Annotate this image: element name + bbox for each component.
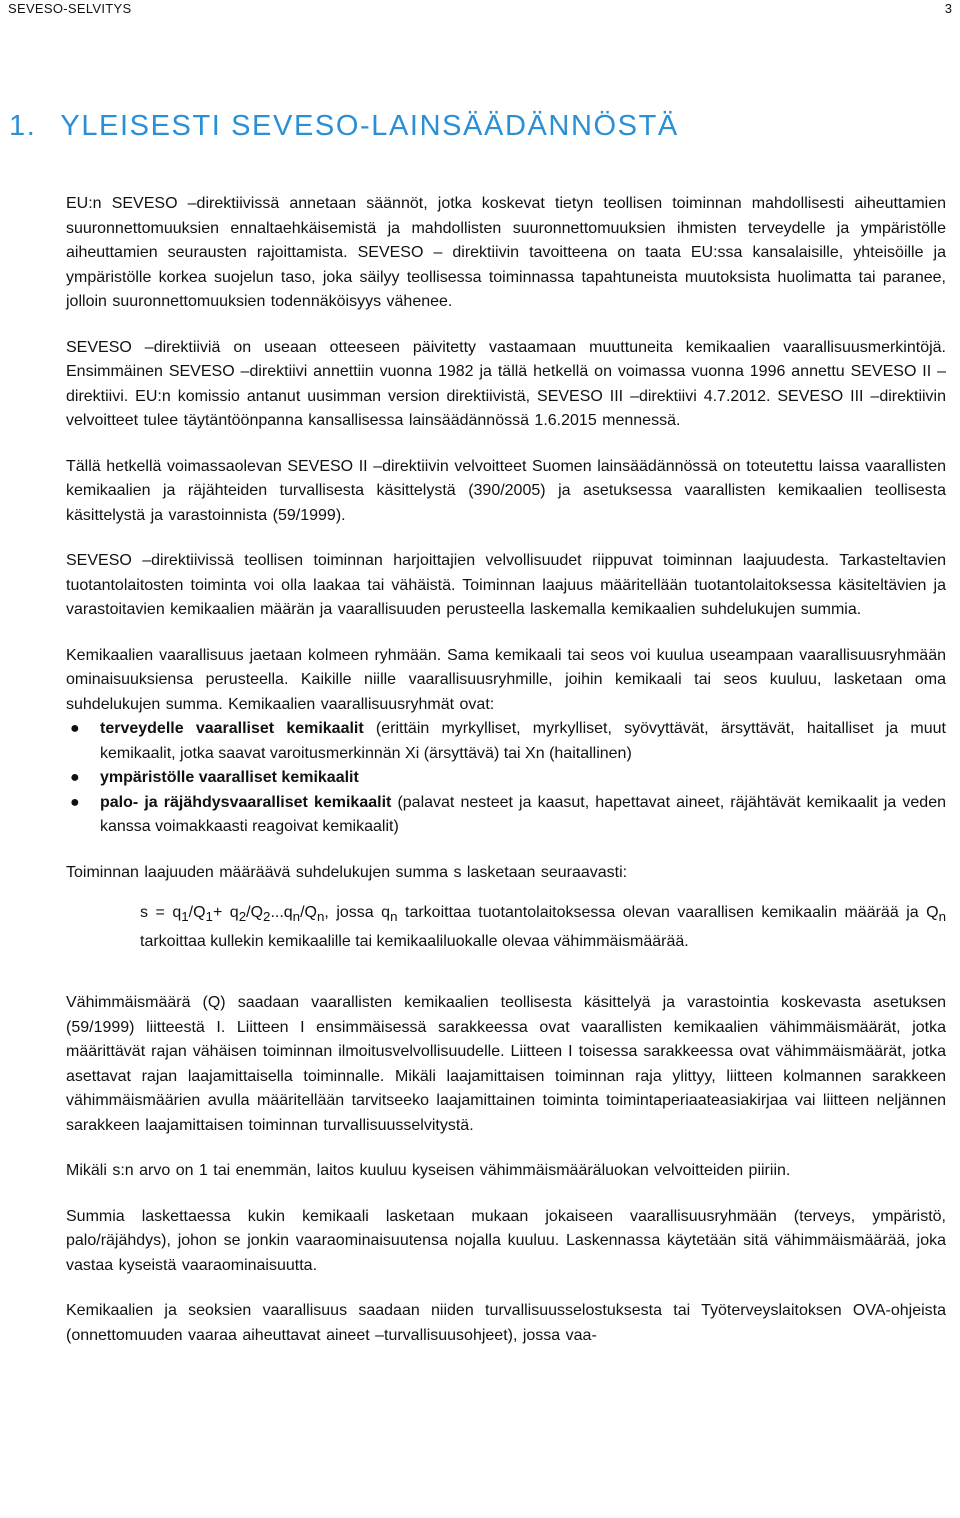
list-item-text: (erittäin myrkylliset, myrkylliset, syövyttävät, ärsyttävät, haitalliset ja muut kemikaalit, jotka saavat varoitusmerkinnän Xi (ärsyttävä) tai Xn (haitallinen): [100, 720, 946, 762]
list-item-term: terveydelle vaaralliset kemikaalit: [100, 720, 364, 737]
page-number: 3: [944, 1, 952, 16]
paragraph: Mikäli s:n arvo on 1 tai enemmän, laitos kuuluu kyseisen vähimmäismääräluokan velvoitteiden piiriin.: [66, 1162, 791, 1180]
paragraph: Summia laskettaessa kukin kemikaali lasketaan mukaan jokaiseen vaarallisuusryhmään (terveys, ympäristö, palo/räjähdys), johon se jonkin vaaraominaisuutensa nojalla kuuluu. Laskennassa käytetään sitä vähimmäismäärää, joka vastaa kyseistä vaaraominaisuutta.: [66, 1207, 946, 1274]
list-item-term: ympäristölle vaaralliset kemikaalit: [100, 769, 359, 786]
page-header: [0, 0, 960, 22]
list-item-term: palo- ja räjähdysvaaralliset kemikaalit: [100, 793, 392, 811]
list-item: [66, 791, 946, 840]
hazard-group-list: [66, 717, 946, 840]
formula-intro: Toiminnan laajuuden määräävä suhdelukujen summa s lasketaan seuraavasti:: [66, 863, 628, 881]
paragraph: Kemikaalien ja seoksien vaarallisuus saadaan niiden turvallisuusselostuksesta tai Työterveyslaitoksen OVA-ohjeista (onnettomuuden vaaraa aiheuttavat aineet –turvallisuusohjeet), jossa vaa-: [66, 1302, 946, 1344]
section-title: YLEISESTI SEVESO-LAINSÄÄDÄNNÖSTÄ: [60, 110, 679, 142]
list-item-text: (palavat nesteet ja kaasut, hapettavat aineet, räjähtävät kemikaalit ja veden kanssa voimakkaasti reagoivat kemikaalit): [100, 793, 947, 835]
paragraph: Tällä hetkellä voimassaolevan SEVESO II –direktiivin velvoitteet Suomen lainsäädännössä on toteutettu laissa vaarallisten kemikaalien ja räjähteiden turvallisesta käsittelystä (390/2005) ja asetuksessa vaarallisten kemikaalien teollisesta käsittelystä ja varastoinnista (59/1999).: [66, 457, 946, 524]
section-heading: [9, 110, 679, 143]
formula: $s = q_1/Q_1+ q_2/Q_2...q_n/Q_n$, jossa $q_n$ tarkoittaa tuotantolaitoksessa olevan vaarallisen kemikaalin määrää ja $Q_n$ tarkoittaa kullekin kemikaalille tai kemikaaliluokalle olevaa vähimmäismäärää.: [140, 904, 947, 950]
bullet-icon: ●: [70, 720, 80, 737]
bullet-icon: ●: [70, 769, 80, 786]
section-number: 1.: [9, 110, 37, 142]
paragraph: Vähimmäismäärä (Q) saadaan vaarallisten kemikaalien teollisesta käsittelyä ja varastointia koskevasta asetuksen (59/1999) liitteestä I. Liitteen I ensimmäisessä sarakkeessa ovat vaarallisten kemikaalien vähimmäismäärät, jotka määrittävät rajan vähäisen toiminnan ilmoitusvelvollisuudelle. Liitteen I toisessa sarakkeessa ovat vähimmäismäärät, jotka asettavat rajan laajamittaisella toiminnalle. Mikäli laajamittaisen toiminnan raja ylittyy, liitteen kolmannen sarakkeen vähimmäismäärien avulla määritellään tarvitseeko laajamittainen toiminta toimintaperiaateasiakirjaa vai liitteen neljännen sarakkeen laajamittaisen toiminnan turvallisuusselvitystä.: [66, 994, 946, 1134]
paragraph: SEVESO –direktiiviä on useaan otteeseen päivitetty vastaamaan muuttuneita kemikaalien vaarallisuusmerkintöjä. Ensimmäinen SEVESO –direktiivi annettiin vuonna 1982 ja tällä hetkellä on voimassa vuonna 1996 annettu SEVESO II –direktiivi. EU:n komissio antanut uusimman version direktiivistä, SEVESO III –direktiivi 4.7.2012. SEVESO III –direktiivin velvoitteet tulee täytäntöönpanna kansallisessa lainsäädännössä 1.6.2015 mennessä.: [66, 338, 946, 429]
list-item: [66, 766, 946, 791]
document-body: [66, 192, 946, 1348]
document-title: SEVESO-SELVITYS: [8, 1, 132, 16]
paragraph: EU:n SEVESO –direktiivissä annetaan säännöt, jotka koskevat tietyn teollisen toiminnan mahdollisesti aiheuttamien suuronnettomuuksien ennaltaehkäisemistä ja mahdollisten suuronnettomuuksien ihmisten terveydelle ja ympäristölle aiheuttamien seurausten rajoittamista. SEVESO – direktiivin tavoitteena on taata EU:ssa kansalaisille, yhteisöille ja ympäristölle korkea suojelun taso, joka säilyy teollisessa toiminnassa tapahtuneista muutoksista huolimatta tai paranee, jolloin suuronnettomuuksien todennäköisyys vähenee.: [66, 195, 946, 310]
bullet-icon: ●: [70, 793, 80, 811]
paragraph: SEVESO –direktiivissä teollisen toiminnan harjoittajien velvollisuudet riippuvat toiminnan laajuudesta. Tarkasteltavien tuotantolaitosten toiminta voi olla laakaa tai vähäistä. Toiminnan laajuus määritellään tuotantolaitoksessa käsiteltävien ja varastoitavien kemikaalien määrän ja vaarallisuuden perusteella laskemalla kemikaalien suhdelukujen summia.: [66, 552, 946, 618]
list-item: [66, 717, 946, 766]
paragraph: Kemikaalien vaarallisuus jaetaan kolmeen ryhmään. Sama kemikaali tai seos voi kuulua useampaan vaarallisuusryhmään ominaisuuksiensa perusteella. Kaikille niille vaarallisuusryhmille, joihin kemikaali tai seos kuuluu, lasketaan oma suhdelukujen summa. Kemikaalien vaarallisuusryhmät ovat:: [66, 646, 946, 713]
